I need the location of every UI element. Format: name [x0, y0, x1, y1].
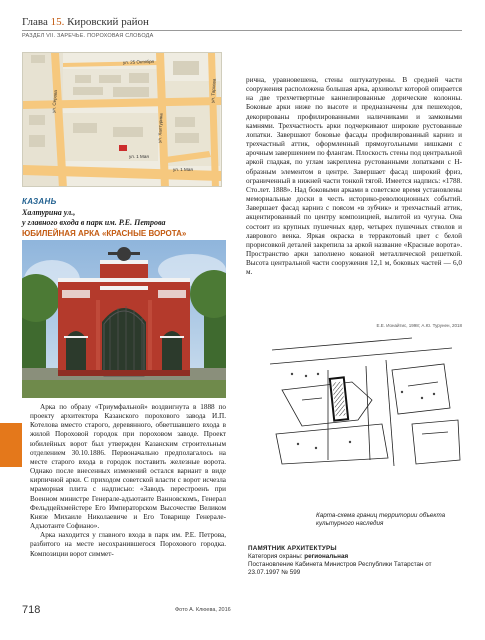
- left-paragraph-2: Арка находится у главного входа в парк им. Р.Е. Петрова, разбитого на месте несохранившегося Порохового городка. Композиции ворот симмет-: [30, 531, 226, 558]
- map-street-2: ул. 1 Мая: [173, 167, 193, 172]
- right-paragraph: рична, уравновешена, стены оштукатурены. В средней части сооружения расположена большая арка, архивольт которой опирается на две трехчетвертные каннелированные дорические колонны. Боковые арки ниже по высоте и предназначены для пешеходов, декорированы профилированными наличниками и замковыми камнями. Трехчастность арки подчеркивают широкие рустованные лопатки. Завершают боковые фасады профилированный карниз и трехчастный аттик, оформленный прямоугольными нишками с арочным завершением по флангам. Плоскость стены под центральной аркой гладкая, по углам закреплена рустованными лопатками с Н-образным элементом в центре. Завершает фасад широкий фриз, ограниченный в нижней части тонкой тягой. Имеется надпись: «1788. Сто.лет. 1888». Над боковыми арками в советское время установлены мемориальные доски в честь историко-революционных событий. Завершает фасад карниз с поясом «в зубчик» и трехчастный аттик, акцентированный по центру композицией, вылитой из чугуна. Она состоит из крупных пушечных ядер, четырех пушечных стволов и лаврового венка. Яркая окраска в терракотовый цвет с белой прорисовкой деталей закрепила за аркой название «Красные ворота». Пространство арки заполнено кованой металлической решеткой. Высота центральной части сооружения 12,1 м, боковых частей — 6,0 м.: [246, 76, 462, 277]
- chapter-number: 15.: [50, 16, 65, 28]
- address-line-1: Халтурина ул.,: [22, 208, 76, 217]
- map-graphic: [23, 53, 222, 187]
- scheme-graphic: [262, 330, 462, 468]
- section-tab: [0, 423, 22, 467]
- address-line-2: у главного входа в парк им. Р.Е. Петрова: [22, 217, 166, 227]
- boundary-scheme: [262, 330, 462, 468]
- category-line: [248, 553, 464, 561]
- page-header: [22, 16, 462, 39]
- text-credit: Е.Е. Ионайтис, 1998; А.Ю. Турунен, 2018: [376, 323, 462, 328]
- right-body-text: [246, 76, 462, 277]
- object-title-1: ЮБИЛЕЙНАЯ АРКА «КРАСНЫЕ ВОРОТА»: [22, 229, 187, 238]
- photo-credit: Фото А. Клюева, 2016: [175, 607, 231, 613]
- arch-photo: [22, 240, 226, 398]
- map-street-4: ул. Серова: [51, 89, 58, 114]
- chapter-title: [22, 16, 462, 28]
- map-street-5: ул. 25 Октября: [122, 58, 155, 65]
- monument-heading: ПАМЯТНИК АРХИТЕКТУРЫ: [248, 545, 337, 552]
- map-street-3: ул. Халтурина: [157, 113, 164, 144]
- map-street-1: ул. 1 Мая: [129, 154, 149, 159]
- left-paragraph-1: Арка по образу «Триумфальной» воздвигнута в 1888 по проекту архитектора Казанского порохового завода И.П. Котелова вместо старого, деревянного, обветшавшего входа в жилой Пороховой городок при пороховом заводе. Проект юбилейных ворот был утвержден Казанским строительным отделением 30.10.1886. Первоначально предполагалось на месте старого входа в городок поставить железные ворота. Однако после внесенных изменений остался вариант в виде кирпичной арки. С приходом советской власти с ворот исчезла мраморная плита с надписью: «Заводъ перестроенъ при Военном министре Генерале-адъютанте Ванновскомъ, Генерал Фельдцейхмейстере Его Императорском Высочестве Великом Князе Михаиле Николаевиче и Его Товарище Генерале-Адъютанте Софиано».: [30, 403, 226, 531]
- arch-photo-graphic: [22, 240, 226, 398]
- section-title: РАЗДЕЛ VII. ЗАРЕЧЬЕ. ПОРОХОВАЯ СЛОБОДА: [22, 33, 154, 39]
- chapter-name: Кировский район: [64, 16, 149, 28]
- scheme-caption: Карта-схема границ территории объекта культурного наследия: [316, 512, 446, 527]
- category-value: региональная: [304, 553, 349, 560]
- chapter-prefix: Глава: [22, 16, 51, 28]
- decree-text: Постановление Кабинета Министров Республики Татарстан от 23.07.1997 № 599: [248, 561, 432, 576]
- map-street-6: ул. Тархова: [210, 78, 217, 104]
- object-marker: [119, 145, 127, 151]
- city-name: КАЗАНЬ: [22, 197, 57, 206]
- category-label: Категория охраны:: [248, 553, 305, 560]
- left-body-text: [30, 403, 226, 559]
- location-map: [22, 52, 222, 187]
- page-number: 718: [22, 604, 41, 616]
- monument-info: [248, 545, 464, 577]
- header-rule: [22, 30, 462, 31]
